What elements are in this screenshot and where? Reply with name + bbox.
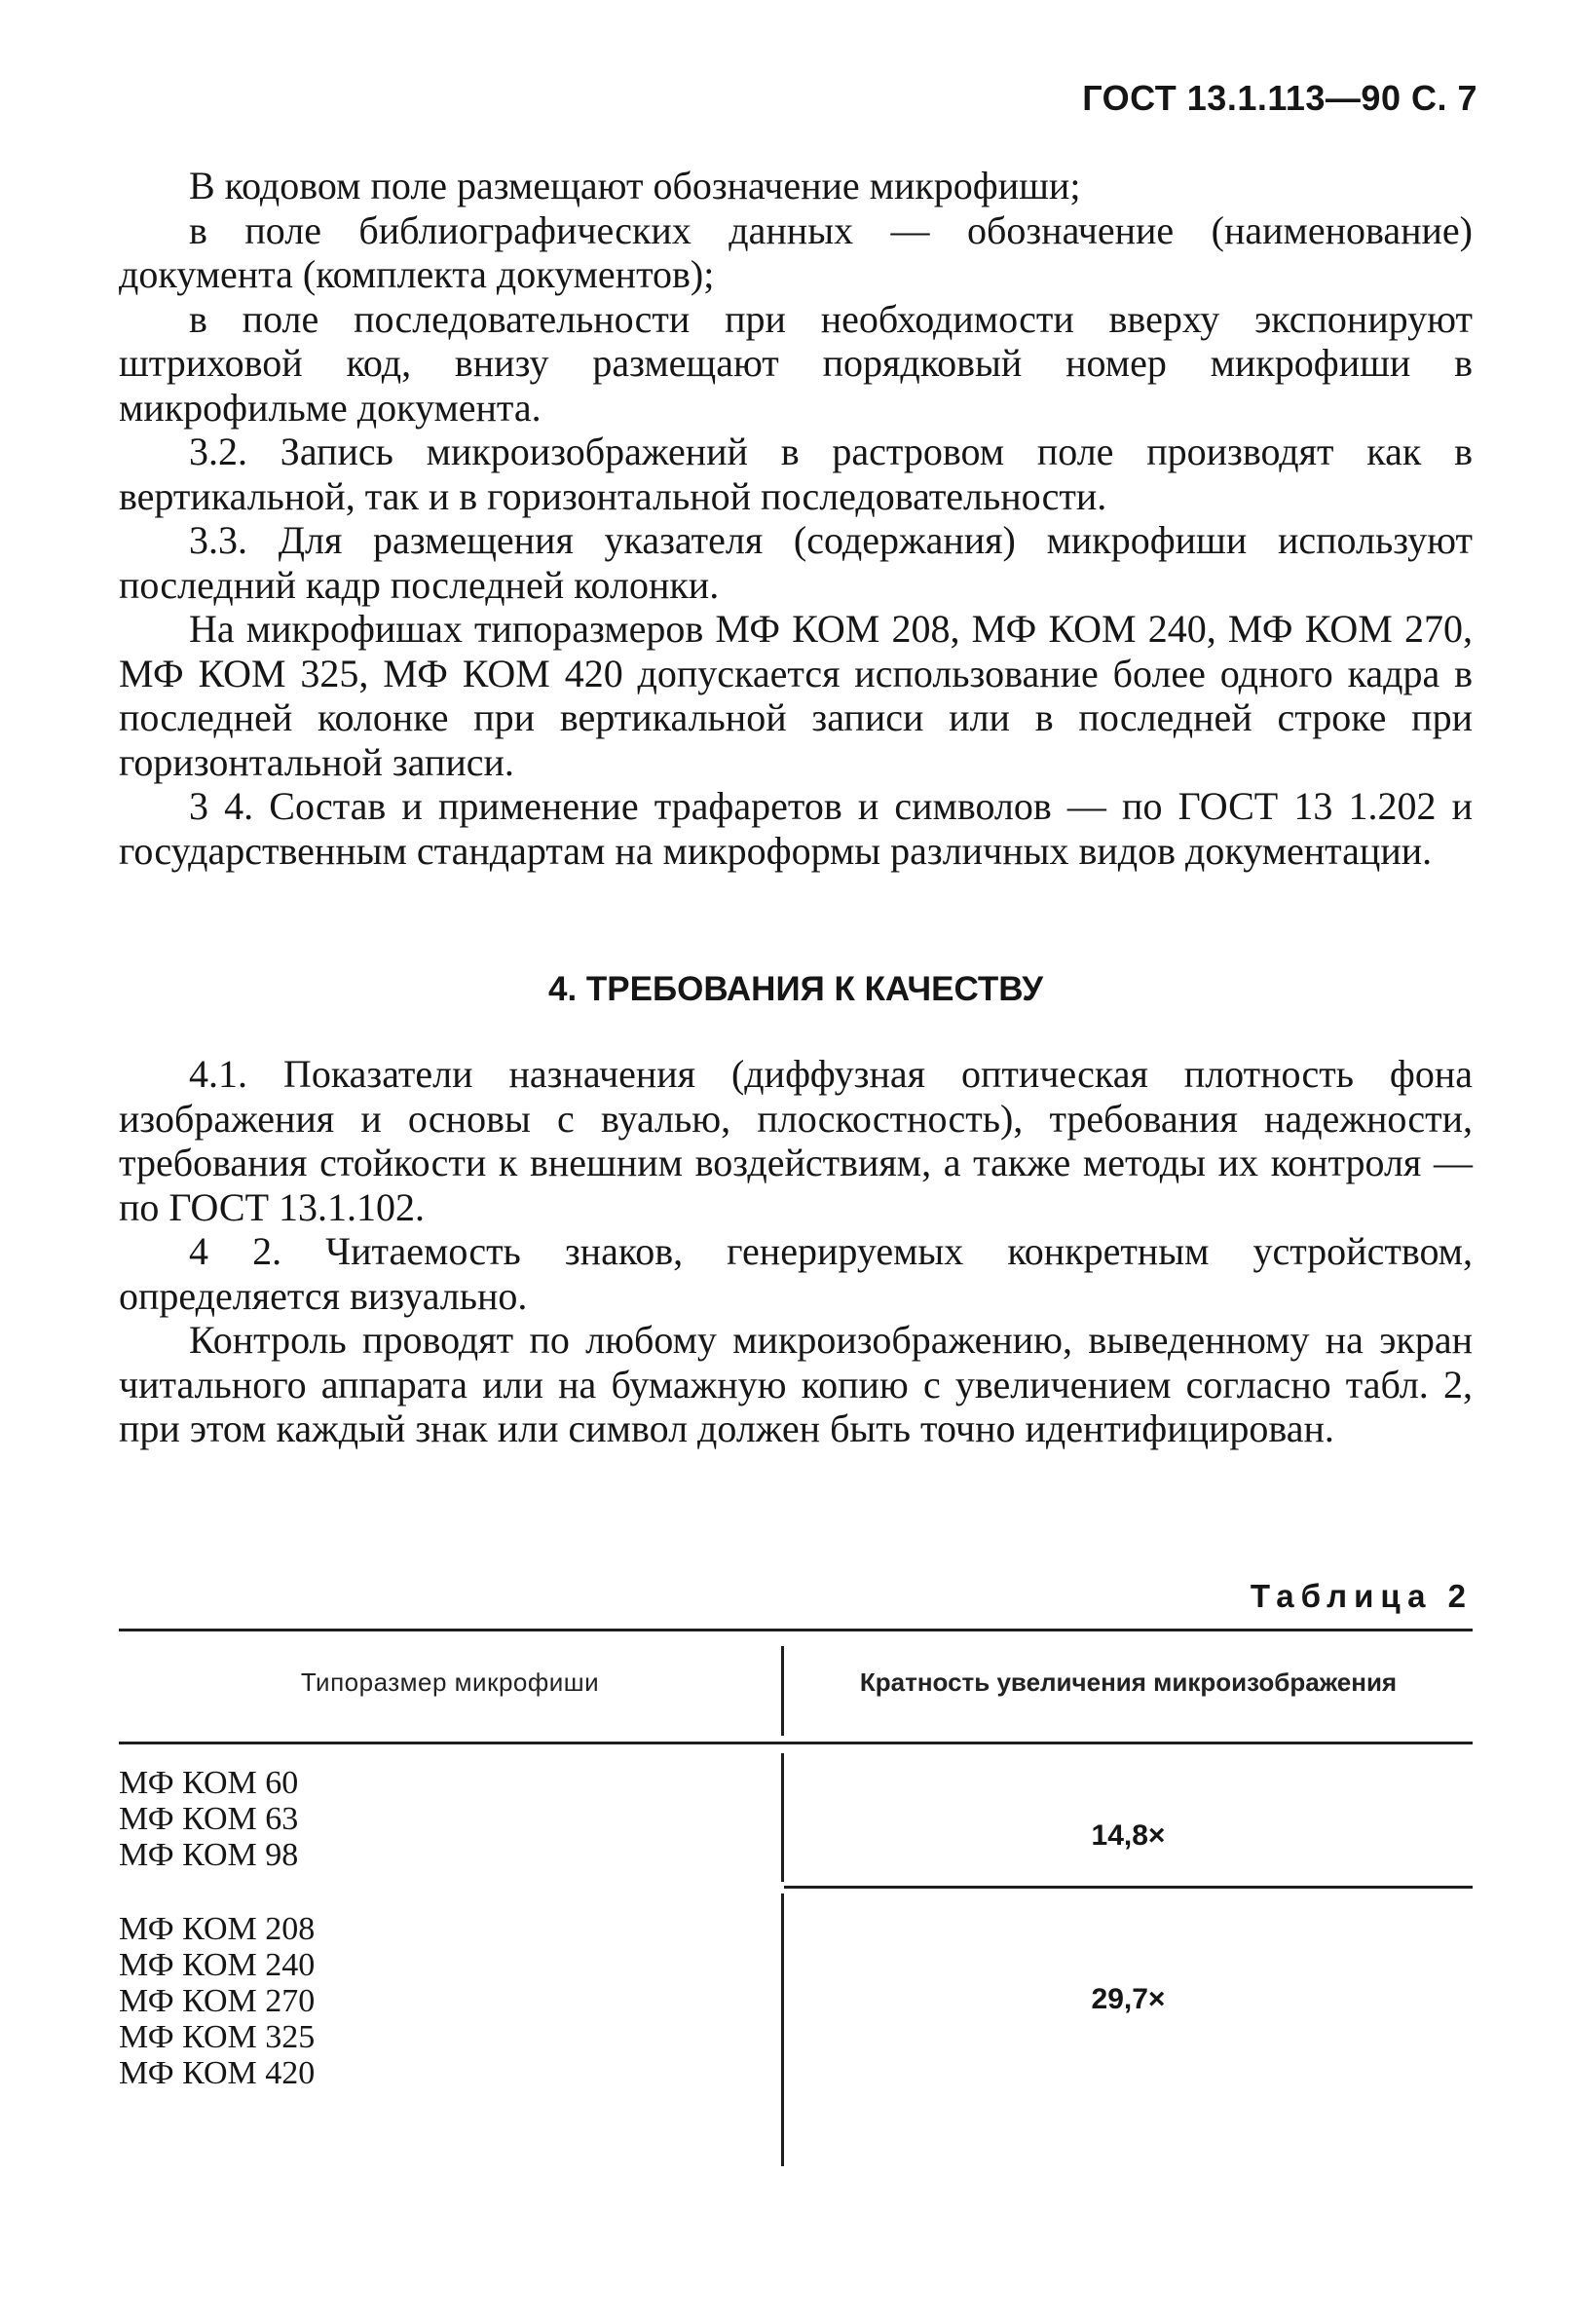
paragraph: 4 2. Читаемость знаков, генерируемых конкретным устройством, определяется визуально. [119, 1229, 1473, 1318]
table-cell: МФ КОМ 208 [119, 1911, 316, 1947]
size-list [119, 1765, 298, 1873]
column-divider [781, 1753, 784, 1882]
column-header-magnification: Кратность увеличения микроизображения [859, 1668, 1398, 1697]
table-cell: МФ КОМ 60 [119, 1765, 299, 1801]
row-rule [784, 1886, 1473, 1889]
paragraph: 4.1. Показатели назначения (диффузная оптическая плотность фона изображения и основы с вуалью, плоскостность), требования надежности, требования стойкости к внешним воздействиям, а также методы их контроля — по ГОСТ 13.1.102. [119, 1052, 1473, 1229]
table-cell: МФ КОМ 420 [119, 2055, 316, 2091]
table-cell: МФ КОМ 270 [119, 1983, 316, 2019]
table-cell: МФ КОМ 63 [119, 1801, 299, 1837]
paragraph: 3 4. Состав и применение трафаретов и символов — по ГОСТ 13 1.202 и государственным стандартам на микроформы различных видов документации. [119, 784, 1473, 873]
paragraph: На микрофишах типоразмеров МФ КОМ 208, МФ КОМ 240, МФ КОМ 270, МФ КОМ 325, МФ КОМ 420 допускается использование более одного кадра в последней колонке при вертикальной записи или в последней строке при горизонтальной записи. [119, 607, 1473, 784]
table-top-rule [119, 1629, 1473, 1631]
table-cell: МФ КОМ 98 [119, 1837, 299, 1873]
header-rule [119, 1742, 1473, 1744]
paragraph: в поле библиографических данных — обозначение (наименование) документа (комплекта документов); [119, 207, 1473, 296]
table-cell: МФ КОМ 240 [119, 1947, 316, 1983]
page-header: ГОСТ 13.1.113—90 С. 7 [1082, 78, 1477, 118]
section-heading: 4. ТРЕБОВАНИЯ К КАЧЕСТВУ [548, 970, 1043, 1008]
column-header-size: Типоразмер микрофиши [300, 1668, 600, 1697]
paragraph: Контроль проводят по любому микроизображению, выведенному на экран читального аппарата или на бумажную копию с увеличением согласно табл. 2, при этом каждый знак или символ должен быть точно идентифицирован. [119, 1318, 1473, 1450]
paragraph: в поле последовательности при необходимости вверху экспонируют штриховой код, внизу размещают порядковый номер микрофиши в микрофильме документа. [119, 296, 1473, 430]
size-list [119, 1911, 315, 2091]
table-cell: 29,7× [1091, 1983, 1166, 2015]
section-3-body [119, 164, 1473, 873]
section-4-body [119, 1052, 1473, 1451]
paragraph: 3.2. Запись микроизображений в растровом поле производят как в вертикальной, так и в горизонтальной последовательности. [119, 430, 1473, 518]
column-divider [781, 1893, 784, 2166]
paragraph: 3.3. Для размещения указателя (содержания) микрофиши используют последний кадр последней колонки. [119, 518, 1473, 607]
table-cell: МФ КОМ 325 [119, 2019, 316, 2055]
table-caption: Таблица 2 [1250, 1578, 1473, 1614]
table-cell: 14,8× [1091, 1819, 1166, 1852]
paragraph: В кодовом поле размещают обозначение микрофиши; [189, 164, 1081, 207]
